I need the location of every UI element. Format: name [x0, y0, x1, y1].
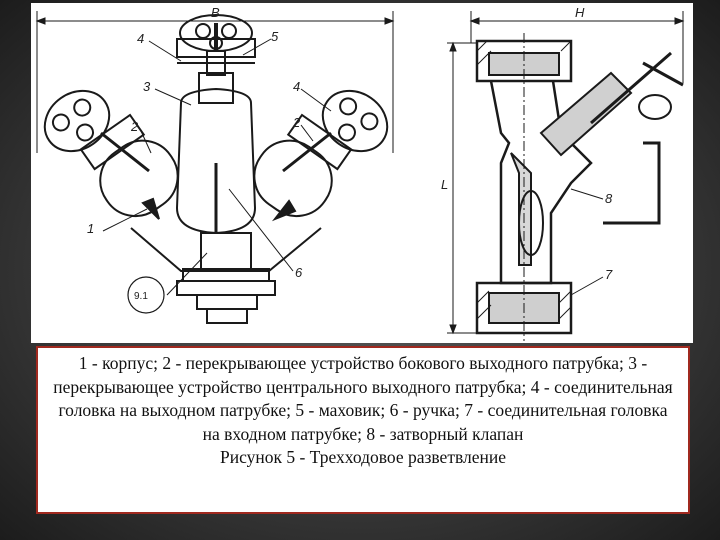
front-view — [33, 11, 399, 323]
callout-4-left: 4 — [137, 31, 145, 46]
callout-2-right: 2 — [293, 115, 301, 130]
section-view — [447, 11, 683, 341]
callout-8: 8 — [605, 191, 613, 206]
dimension-b-label: B — [211, 5, 220, 20]
callout-2-left: 2 — [131, 119, 139, 134]
technical-drawing — [31, 3, 693, 343]
caption-legend: 1 - корпус; 2 - перекрывающее устройство бокового выходного патрубка; 3 - перекрывающее устройство центрального выходного патрубка; 4 - соединительная головка на выходном патрубке; 5 - маховик; 6 - ручка; 7 - соединительная головка на входном патрубке; 8 - затворный клапан — [53, 353, 673, 444]
callout-6: 6 — [295, 265, 303, 280]
callout-7: 7 — [605, 267, 613, 282]
circle-tag: 9.1 — [134, 291, 148, 302]
drawing-panel — [31, 3, 693, 343]
callout-5: 5 — [271, 29, 279, 44]
dimension-h-label: H — [575, 5, 585, 20]
callout-3: 3 — [143, 79, 151, 94]
callout-4-right: 4 — [293, 79, 301, 94]
figure-title: Рисунок 5 - Трехходовое разветвление — [219, 447, 507, 467]
dimension-l-label: L — [441, 177, 449, 192]
caption-box — [36, 346, 690, 514]
callout-1: 1 — [87, 221, 95, 236]
